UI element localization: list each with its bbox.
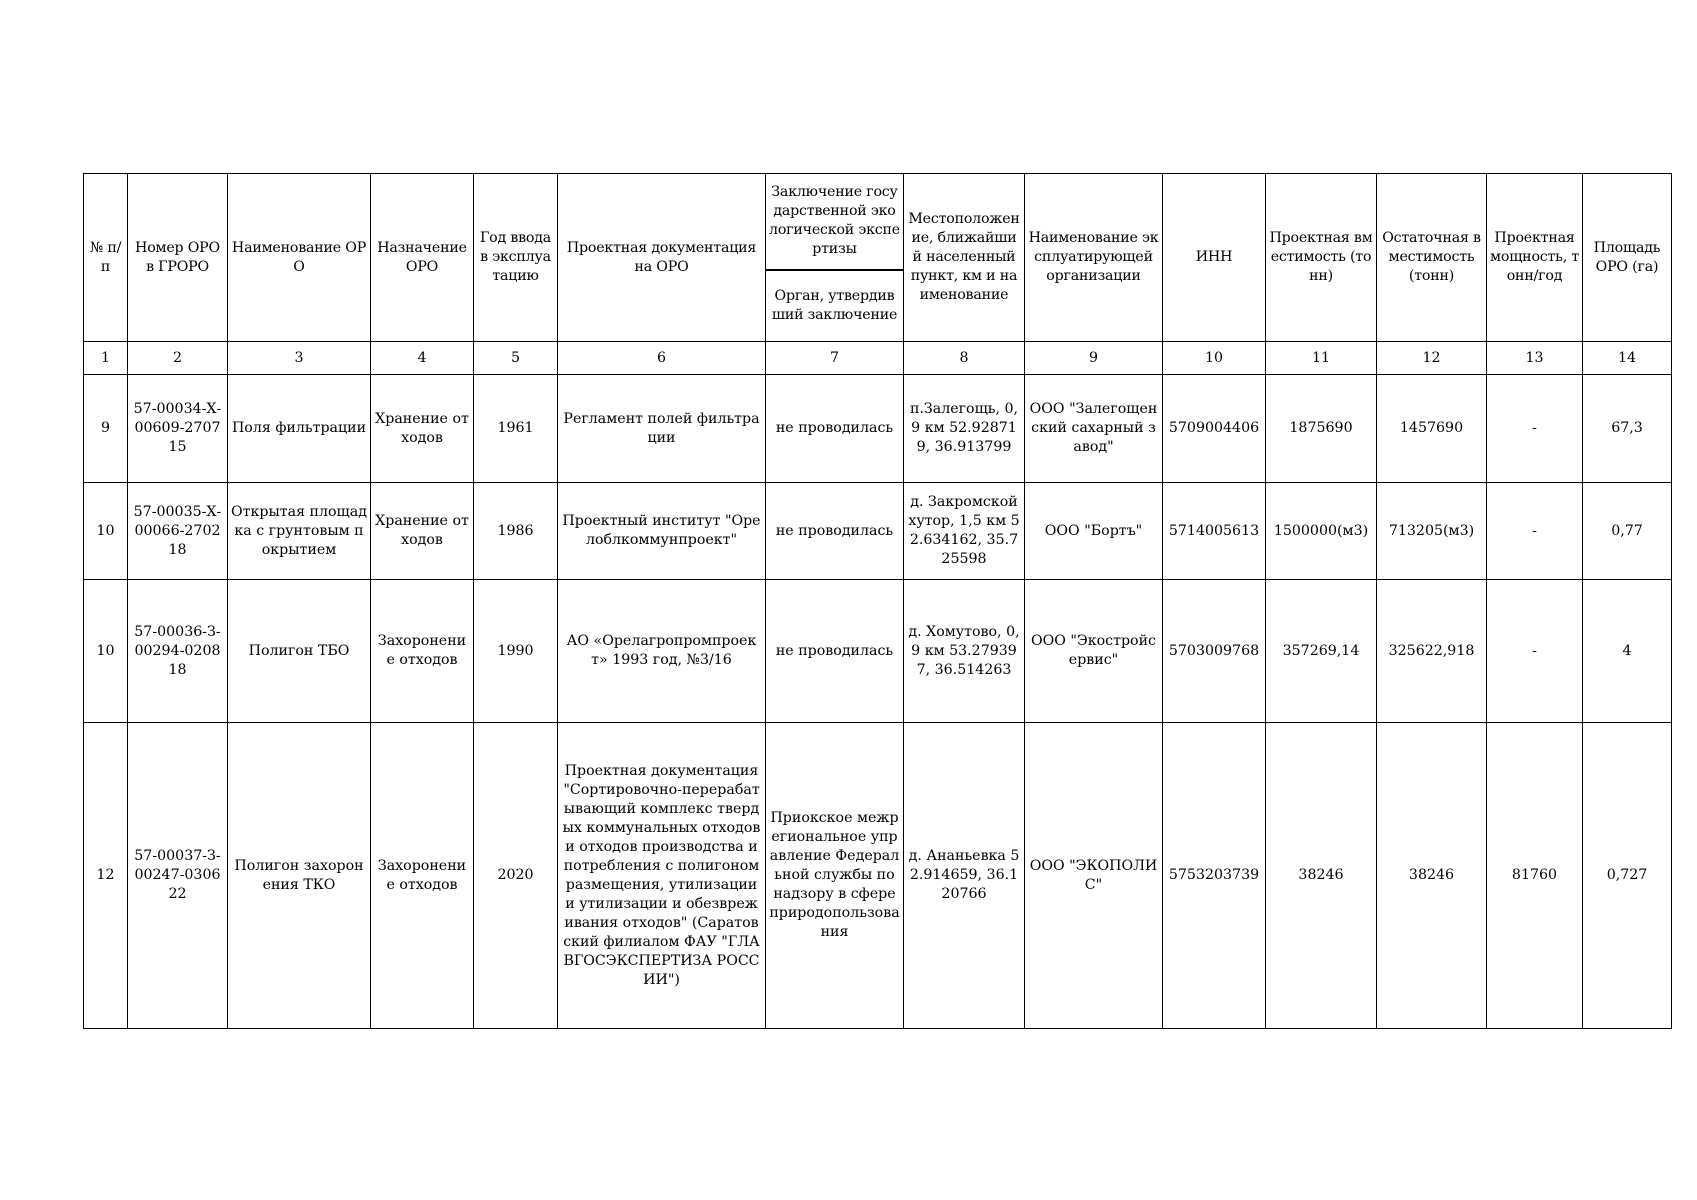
cell-naim: Поля фильтрации <box>228 375 371 483</box>
header-ostat-vm: Остаточная вместимость (тонн) <box>1377 174 1487 342</box>
column-number: 8 <box>904 342 1025 375</box>
header-naim: Наименование ОРО <box>228 174 371 342</box>
cell-proekt: Регламент полей фильтрации <box>558 375 766 483</box>
header-row <box>84 174 1672 270</box>
cell-exploit: ООО "ЭКОПОЛИС" <box>1025 723 1163 1029</box>
cell-nomer: 57-00037-З-00247-030622 <box>128 723 228 1029</box>
header-ploshad: Площадь ОРО (га) <box>1583 174 1672 342</box>
cell-naznach: Хранение отходов <box>371 483 474 580</box>
cell-num: 12 <box>84 723 128 1029</box>
cell-proekt: Проектная документация "Сортировочно-перерабатывающий комплекс твердых коммунальных отходов и отходов производства и потребления с полигоном размещения, утилизации и утилизации и обезвреживания отходов" (Саратовский филиалом ФАУ "ГЛАВГОСЭКСПЕРТИЗА РОССИИ") <box>558 723 766 1029</box>
column-number: 3 <box>228 342 371 375</box>
column-number: 7 <box>766 342 904 375</box>
cell-ploshad: 0,77 <box>1583 483 1672 580</box>
cell-god: 2020 <box>474 723 558 1029</box>
header-mesto: Местоположение, ближайший населенный пункт, км и наименование <box>904 174 1025 342</box>
cell-exploit: ООО "Экостройсервис" <box>1025 580 1163 723</box>
cell-ploshad: 0,727 <box>1583 723 1672 1029</box>
cell-zakl: Приокское межрегиональное управление Федеральной службы по надзору в сфере природопользования <box>766 723 904 1029</box>
cell-ploshad: 67,3 <box>1583 375 1672 483</box>
cell-zakl: не проводилась <box>766 580 904 723</box>
cell-proekt-vm: 357269,14 <box>1266 580 1377 723</box>
cell-moshch: 81760 <box>1487 723 1583 1029</box>
column-number: 11 <box>1266 342 1377 375</box>
cell-proekt-vm: 1500000(м3) <box>1266 483 1377 580</box>
cell-inn: 5709004406 <box>1163 375 1266 483</box>
header-naznach: Назначение ОРО <box>371 174 474 342</box>
column-number: 13 <box>1487 342 1583 375</box>
cell-naznach: Захоронение отходов <box>371 723 474 1029</box>
cell-ploshad: 4 <box>1583 580 1672 723</box>
cell-nomer: 57-00035-Х-00066-270218 <box>128 483 228 580</box>
header-god: Год ввода в эксплуатацию <box>474 174 558 342</box>
header-proekt: Проектная документация на ОРО <box>558 174 766 342</box>
cell-naznach: Захоронение отходов <box>371 580 474 723</box>
header-zakl: Заключение государственной экологической экспертизы <box>766 174 904 270</box>
cell-ostat-vm: 713205(м3) <box>1377 483 1487 580</box>
cell-naim: Полигон захоронения ТКО <box>228 723 371 1029</box>
column-number: 2 <box>128 342 228 375</box>
cell-god: 1990 <box>474 580 558 723</box>
cell-moshch: - <box>1487 580 1583 723</box>
column-number: 5 <box>474 342 558 375</box>
cell-nomer: 57-00036-З-00294-020818 <box>128 580 228 723</box>
cell-god: 1961 <box>474 375 558 483</box>
header-nomer: Номер ОРО в ГРОРО <box>128 174 228 342</box>
table-row <box>84 483 1672 580</box>
header-inn: ИНН <box>1163 174 1266 342</box>
cell-mesto: д. Ананьевка 52.914659, 36.120766 <box>904 723 1025 1029</box>
cell-proekt-vm: 1875690 <box>1266 375 1377 483</box>
cell-mesto: д. Хомутово, 0,9 км 53.279397, 36.514263 <box>904 580 1025 723</box>
cell-inn: 5703009768 <box>1163 580 1266 723</box>
cell-exploit: ООО "Залегощенский сахарный завод" <box>1025 375 1163 483</box>
oro-registry-table <box>83 173 1672 1029</box>
cell-proekt: АО «Орелагропромпроект» 1993 год, №3/16 <box>558 580 766 723</box>
cell-ostat-vm: 325622,918 <box>1377 580 1487 723</box>
cell-exploit: ООО "Бортъ" <box>1025 483 1163 580</box>
header-num: № п/п <box>84 174 128 342</box>
column-number: 9 <box>1025 342 1163 375</box>
cell-proekt: Проектный институт "Орелоблкоммунпроект" <box>558 483 766 580</box>
cell-inn: 5753203739 <box>1163 723 1266 1029</box>
cell-zakl: не проводилась <box>766 375 904 483</box>
table-row <box>84 723 1672 1029</box>
column-number: 1 <box>84 342 128 375</box>
cell-inn: 5714005613 <box>1163 483 1266 580</box>
cell-mesto: д. Закромской хутор, 1,5 км 52.634162, 35.725598 <box>904 483 1025 580</box>
column-number-row <box>84 342 1672 375</box>
cell-num: 10 <box>84 580 128 723</box>
header-exploit: Наименование эксплуатирующей организации <box>1025 174 1163 342</box>
cell-moshch: - <box>1487 483 1583 580</box>
cell-moshch: - <box>1487 375 1583 483</box>
column-number: 14 <box>1583 342 1672 375</box>
cell-god: 1986 <box>474 483 558 580</box>
cell-zakl: не проводилась <box>766 483 904 580</box>
header-organ: Орган, утвердивший заключение <box>766 270 904 342</box>
header-proekt-vm: Проектная вместимость (тонн) <box>1266 174 1377 342</box>
cell-num: 10 <box>84 483 128 580</box>
column-number: 12 <box>1377 342 1487 375</box>
column-number: 10 <box>1163 342 1266 375</box>
table-row <box>84 375 1672 483</box>
table-row <box>84 580 1672 723</box>
column-number: 6 <box>558 342 766 375</box>
cell-num: 9 <box>84 375 128 483</box>
cell-nomer: 57-00034-Х-00609-270715 <box>128 375 228 483</box>
cell-naim: Открытая площадка с грунтовым покрытием <box>228 483 371 580</box>
cell-naznach: Хранение отходов <box>371 375 474 483</box>
header-moshch: Проектная мощность, тонн/год <box>1487 174 1583 342</box>
cell-ostat-vm: 38246 <box>1377 723 1487 1029</box>
column-number: 4 <box>371 342 474 375</box>
cell-proekt-vm: 38246 <box>1266 723 1377 1029</box>
cell-ostat-vm: 1457690 <box>1377 375 1487 483</box>
cell-mesto: п.Залегощь, 0,9 км 52.928719, 36.913799 <box>904 375 1025 483</box>
cell-naim: Полигон ТБО <box>228 580 371 723</box>
